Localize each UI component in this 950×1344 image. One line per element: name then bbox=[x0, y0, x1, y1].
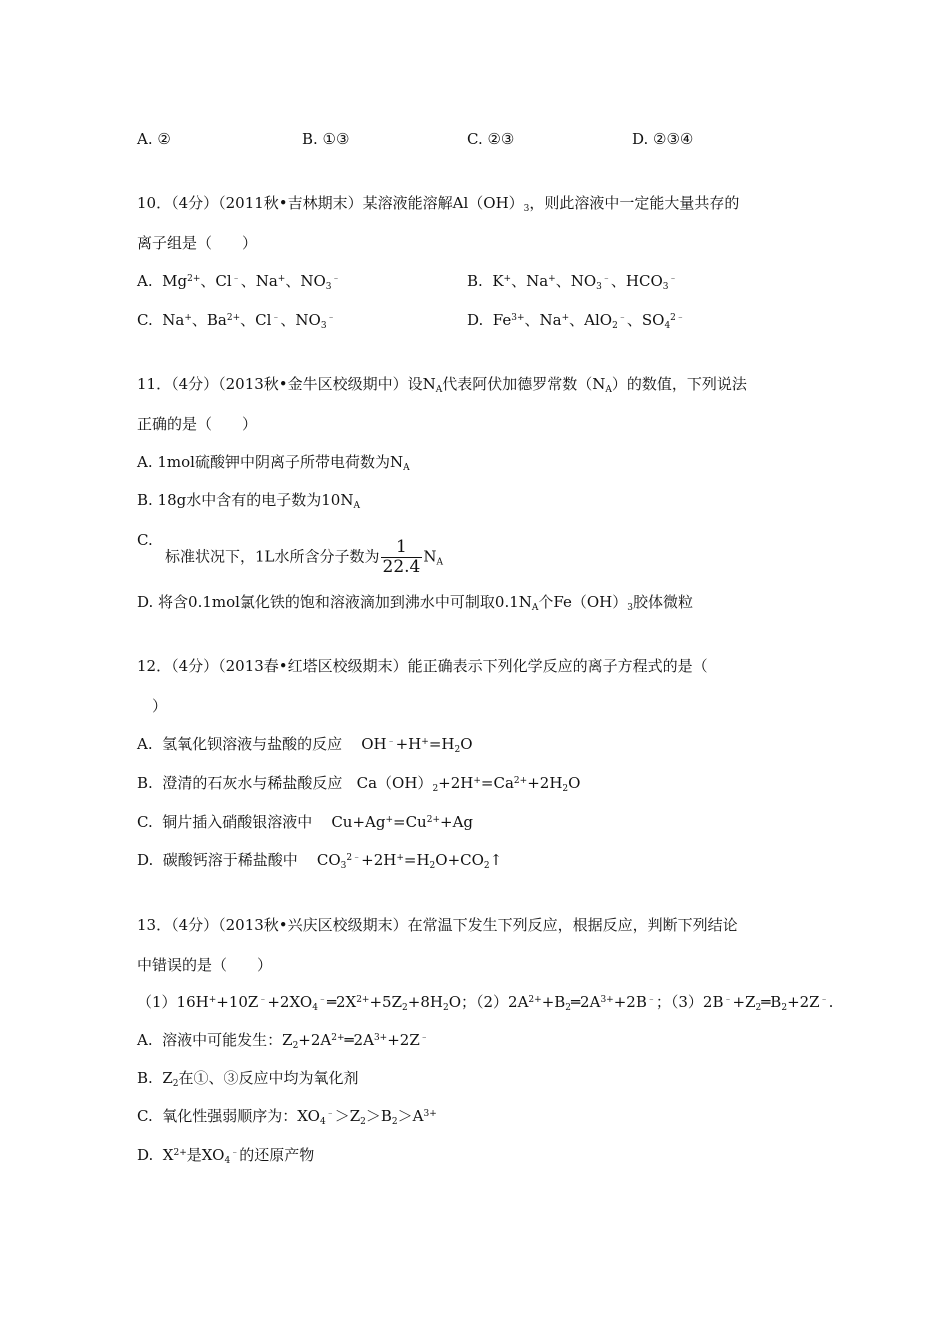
q13-option-a: A. 溶液中可能发生：$Z_2+2A^{2+}═2A^{3+}+2Z^﹣$ bbox=[137, 1031, 429, 1051]
q12-option-a: A. 氢氧化钡溶液与盐酸的反应 $OH^﹣+H^+=H_2O$ bbox=[137, 735, 473, 755]
q10-option-c: C. Na+、$Ba^{2+}$、Cl﹣、$NO_3^﹣$ bbox=[137, 311, 336, 331]
fraction: $\frac{1}{22.4}$ bbox=[382, 537, 421, 577]
q11-stem-line2: 正确的是（ ） bbox=[137, 415, 258, 433]
q13-reactions: $(1)16H^++10Z^﹣+2XO_4^﹣═2X^{2+}+5Z_2+8H_2O$；$(2)2A^{2+}+B_2═2A^{3+}+2B^﹣$；$(3)2B^﹣+Z_2═B_2+2Z^﹣$. bbox=[137, 993, 834, 1013]
q11-option-c-letter: C. bbox=[137, 531, 153, 549]
q9-option-d: D. ②③④ bbox=[632, 130, 694, 148]
q9-option-a: A. ② bbox=[137, 130, 171, 148]
q10-option-a: A. $Mg^{2+}$、Cl﹣、Na+、$NO_3^﹣$ bbox=[137, 272, 341, 292]
q12-stem: 12．（4分）（2013春•红塔区校级期末）能正确表示下列化学反应的离子方程式的是（ bbox=[137, 657, 708, 675]
q11-option-c: 标准状况下，1L水所含分子数为 $\frac{1}{22.4}$ $N_A$ bbox=[165, 537, 443, 577]
q11-option-a: A. 1mol硫酸钾中阴离子所带电荷数为$N_A$ bbox=[137, 453, 410, 473]
q9-option-b: B. ①③ bbox=[302, 130, 350, 148]
q11-stem: 11．（4分）（2013秋•金牛区校级期中）设$N_A$代表阿伏加德罗常数$(N_A)$的数值，下列说法 bbox=[137, 375, 747, 395]
q12-option-b: B. 澄清的石灰水与稀盐酸反应 $Ca(OH)_2+2H^+=Ca^{2+}+2H_2O$ bbox=[137, 774, 581, 794]
q10-stem-line2: 离子组是（ ） bbox=[137, 234, 258, 252]
q9-option-c: C. ②③ bbox=[467, 130, 515, 148]
q13-stem-line2: 中错误的是（ ） bbox=[137, 956, 273, 974]
q13-option-d: D. $X^{2+}$是$XO_4^﹣$的还原产物 bbox=[137, 1146, 315, 1166]
q10-option-b: B. K+、Na+、$NO_3^﹣$、$HCO_3^﹣$ bbox=[467, 272, 678, 292]
q12-stem-line2: ） bbox=[152, 697, 168, 715]
q13-option-b: B. $Z_2$在①、③反应中均为氧化剂 bbox=[137, 1069, 359, 1089]
q11-option-d: D. 将含0.1mol氯化铁的饱和溶液滴加到沸水中可制取$0.1N_A$个$Fe(OH)_3$胶体微粒 bbox=[137, 593, 694, 613]
q11-option-b: B. 18g水中含有的电子数为$10N_A$ bbox=[137, 491, 360, 511]
q12-option-d: D. 碳酸钙溶于稀盐酸中 $CO_3^{2﹣}+2H^+=H_2O+CO_2↑$ bbox=[137, 851, 503, 871]
q10-option-d: D. $Fe^{3+}$、Na+、AlO$_2$﹣、$SO_4^{2﹣}$ bbox=[467, 311, 685, 331]
q13-stem: 13．（4分）（2013秋•兴庆区校级期末）在常温下发生下列反应，根据反应，判断下列结论 bbox=[137, 916, 738, 934]
q13-option-c: C. 氧化性强弱顺序为：$XO_4^﹣>Z_2>B_2>A^{3+}$ bbox=[137, 1107, 437, 1127]
q10-stem: 10．（4分）（2011秋•吉林期末）某溶液能溶解$Al(OH)_3$，则此溶液中一定能大量共存的 bbox=[137, 194, 740, 214]
q12-option-c: C. 铜片插入硝酸银溶液中 $Cu+Ag^+=Cu^{2+}+Ag$ bbox=[137, 813, 474, 831]
